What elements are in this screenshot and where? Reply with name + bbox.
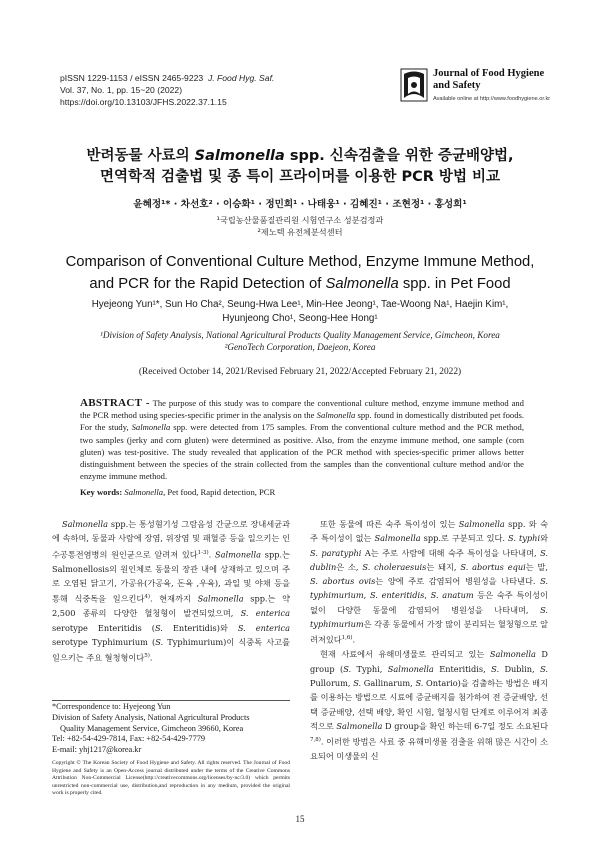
english-authors: Hyejeong Yun¹*, Sun Ho Cha², Seung-Hwa Lee¹, Min-Hee Jeong¹, Tae-Woong Na¹, Haejin Kim¹, Hyunjeong Cho¹, Seong-Hee Hong¹ [91, 299, 509, 324]
copyright-notice: Copyright © The Korean Society of Food Hygiene and Safety. All rights reserved. The Journal of Food Hygiene and Safety is an Open-Access journal distributed under the terms of the Creative Commons Attribution Non-Commercial License(http://creativecommons.org/licenses/by-nc/3.0) which permits unrestricted non-commercial use, distribution,and reproduction in any medium, provided the original work is properly cited. [52, 760, 290, 796]
journal-logo [400, 66, 551, 106]
abstract: ABSTRACT - The purpose of this study was to compare the conventional culture method, enzyme immune method and the PCR method using species-specific primer in the analysis on the Salmonella spp. found in domestically distributed pet foods. For the study, Salmonella spp. were detected from 175 samples. From the conventional culture method and the PCR method, two samples (jerky and corn gluten) were determined as positive. Also, from the enzyme immune method, one sample (corn gluten) was test-positive. The study revealed that application of the PCR method with species-specific primer allows better distinguishment between the species of the strain collected from the samples than the conventional culture method and/or the enzyme immune method. [80, 397, 524, 482]
volume-line: Vol. 37, No. 1, pp. 15~20 (2022) [60, 85, 183, 95]
english-title: Comparison of Conventional Culture Method, Enzyme Immune Method, and PCR for the Rapid Detection of Salmonella spp. in Pet Food [65, 254, 535, 292]
journal-logo-icon [400, 68, 428, 102]
keywords-label: Key words: [80, 487, 123, 497]
english-affiliations: ¹Division of Safety Analysis, National Agricultural Products Quality Management Service, Gimcheon, Korea ²GenoTech Corporation, Daejeon, Korea [100, 330, 500, 352]
journal-abbrev: J. Food Hyg. Saf. [207, 73, 275, 83]
logo-title: Journal of Food Hygiene and Safety [433, 68, 545, 91]
doi-link[interactable]: https://doi.org/10.13103/JFHS.2022.37.1.15 [60, 97, 227, 107]
korean-affiliations: ¹국립농산물품질관리원 시험연구소 성분검정과 ²제노텍 유전체분석센터 [216, 215, 384, 237]
received-dates: (Received October 14, 2021/Revised February 21, 2022/Accepted February 21, 2022) [138, 367, 462, 377]
footnote-divider [52, 700, 290, 701]
correspondence-footnote: *Correspondence to: Hyejeong Yun Division of Safety Analysis, National Agricultural Products Quality Management Service, Gimcheon 39660, Korea Tel: +82-54-429-7814, Fax: +82-54-429-7779 E-mail: yhj1217@korea.kr [52, 702, 290, 756]
paragraph: 현재 사료에서 유해미생물로 관리되고 있는 Salmonella D group (S. Typhi, Salmonella Enteritidis, S. Dublin, S. Pullorum, S. Gallinarum, S. Ontario)을 검출하는 방법은 배지를 이용하는 방법으로 시료에 증균배지를 첨가하여 전 증균배양, 선택 증균배양, 선택 배양, 확인 시험, 혈청시험 단계로 이루어져 최종적으로 Salmonella D group을 확인 하는데 6-7일 정도 소요된다$^{7,8)}$. 이러한 방법은 사료 중 유해미생물 검출을 위해 많은 시간이 소요되어 미생물의 신 [310, 649, 548, 762]
body-left-column: Salmonella spp.는 통성혐기성 그람음성 간균으로 장내세균과에 속하며, 동물과 사람에 장염, 위장염 및 패혈증 등을 일으키는 인수공통전염병의 원인균으로 알려져 있다$^{1-3)}$. Salmonella spp.는 Salmonellosis의 원인체로 동물의 장관 내에 상재하고 있으며 주로 오염된 닭고기, 가공유(가공육, 돈육 ,우육), 과일 및 야채 등을 통해 식중독을 일으킨다$^{4)}$. 현재까지 Salmonella spp.는 약 2,500 종류의 다양한 혈청형이 발견되었으며, S. enterica serotype Enteritidis (S. Enteritidis)와 S. enterica serotype Typhimurium (S. Typhimurium)이 식중독 사고를 일으키는 주요 혈청형이다$^{5)}$. [52, 519, 290, 663]
body-right-column [310, 517, 548, 764]
logo-url[interactable]: Available online at http://www.foodhygiene.or.kr [433, 96, 551, 102]
keywords: Key words: Salmonella, Pet food, Rapid detection, PCR [80, 487, 276, 497]
page-number: 15 [295, 814, 305, 824]
korean-title: 반려동물 사료의 Salmonella spp. 신속검출을 위한 증균배양법, 면역학적 검출법 및 종 특이 프라이머를 이용한 PCR 방법 비교 [86, 148, 514, 185]
journal-meta [60, 72, 274, 108]
paragraph: 또한 동물에 따른 숙주 특이성이 있는 Salmonella spp. 와 숙주 특이성이 없는 Salmonella spp.로 구분되고 있다. S. typhi와 S. paratyphi A는 주로 사람에 대해 숙주 특이성을 나타내며, S. dublin은 소, S. choleraesuis는 돼지, S. abortus equi는 말, S. abortus ovis는 양에 주로 감염되어 병원성을 나타낸다. S. typhimurium, S. enteritidis, S. anatum 등은 숙주 특이성이 없이 다양한 동물에 감염되어 병원성을 나타내며, S. typhimurium은 각종 동물에서 가장 많이 분리되는 혈청형으로 알려져있다$^{1,6)}$. [310, 519, 548, 646]
issn-line: pISSN 1229-1153 / eISSN 2465-9223 J. Food Hyg. Saf. [60, 73, 275, 83]
abstract-label: ABSTRACT - [80, 397, 150, 409]
korean-authors: 윤혜정¹* · 차선호² · 이승화¹ · 정민희¹ · 나태웅¹ · 김혜진¹ · 조현정¹ · 홍성희¹ [133, 199, 467, 210]
email-link[interactable]: E-mail: yhj1217@korea.kr [52, 745, 142, 755]
